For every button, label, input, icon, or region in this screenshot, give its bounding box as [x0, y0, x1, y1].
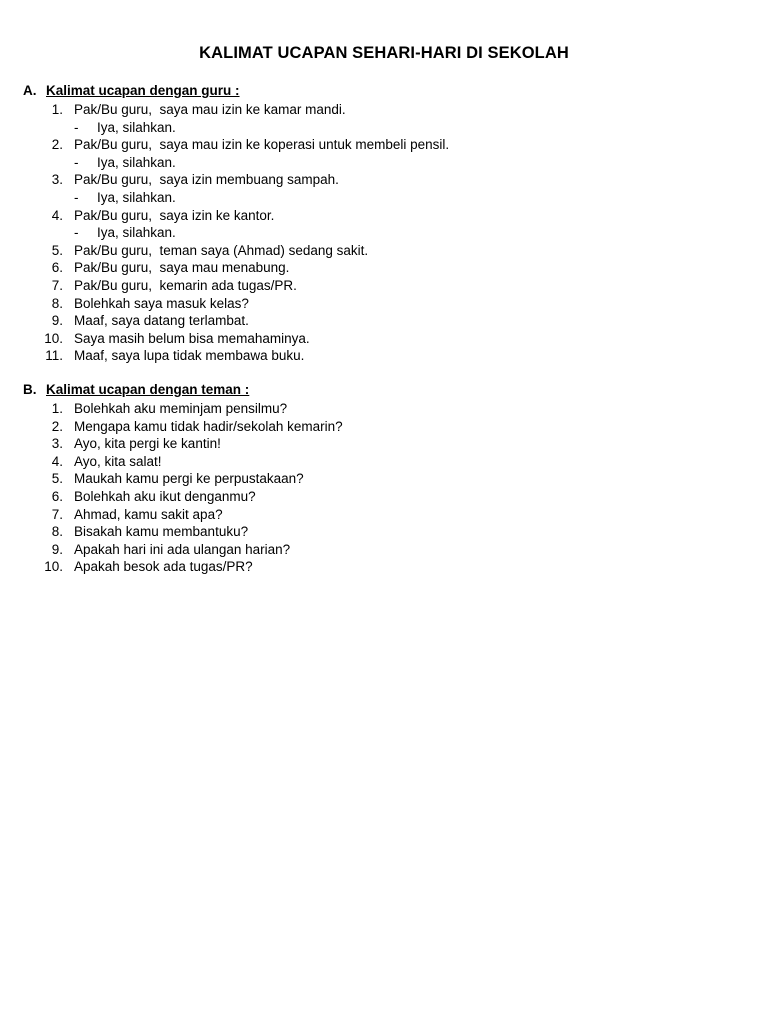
list-item [0, 312, 768, 330]
item-text: Ahmad, kamu sakit apa? [74, 506, 223, 522]
item-text: Pak/Bu guru, saya mau izin ke kamar mandi. [74, 102, 346, 117]
item-text: Mengapa kamu tidak hadir/sekolah kemarin? [74, 418, 343, 434]
list-item [0, 347, 768, 365]
item-text: Maukah kamu pergi ke perpustakaan? [74, 471, 304, 487]
item-text: Pak/Bu guru, saya mau menabung. [74, 260, 290, 276]
item-number: 9. [51, 313, 63, 329]
item-text: Bolehkah aku ikut denganmu? [74, 488, 256, 504]
item-text: Bisakah kamu membantuku? [74, 524, 249, 540]
list-item [0, 418, 768, 436]
item-number: 7. [51, 277, 63, 293]
response-dash: - [74, 189, 79, 205]
section-guru [0, 83, 768, 365]
item-number: 10. [44, 559, 63, 575]
response-line [0, 154, 768, 172]
item-text: Pak/Bu guru, saya izin membuang sampah. [74, 172, 339, 188]
item-number: 2. [51, 418, 63, 434]
list-item [0, 259, 768, 277]
response-line [0, 119, 768, 137]
item-number: 8. [51, 295, 63, 311]
item-text: Maaf, saya lupa tidak membawa buku. [74, 348, 305, 364]
item-text: Apakah besok ada tugas/PR? [74, 559, 253, 575]
item-list [0, 400, 768, 576]
item-number: 4. [51, 207, 63, 223]
item-number: 5. [51, 471, 63, 487]
section-heading-text: Kalimat ucapan dengan teman : [46, 382, 250, 397]
item-text: Ayo, kita pergi ke kantin! [74, 436, 221, 452]
list-item [0, 558, 768, 576]
list-item [0, 171, 768, 189]
item-text: Pak/Bu guru, teman saya (Ahmad) sedang sakit. [74, 242, 369, 258]
response-text: Iya, silahkan. [97, 189, 176, 205]
section-letter: A. [23, 83, 37, 98]
list-item [0, 101, 768, 119]
list-item [0, 453, 768, 471]
list-item [0, 541, 768, 559]
item-number: 3. [51, 436, 63, 452]
list-item [0, 330, 768, 348]
list-item [0, 242, 768, 260]
response-dash: - [74, 119, 79, 135]
list-item [0, 470, 768, 488]
response-dash: - [74, 154, 79, 170]
item-number: 7. [51, 506, 63, 522]
response-line [0, 189, 768, 207]
item-text: Pak/Bu guru, saya izin ke kantor. [74, 207, 275, 223]
document-title: KALIMAT UCAPAN SEHARI-HARI DI SEKOLAH [199, 44, 569, 62]
list-item [0, 295, 768, 313]
list-item [0, 277, 768, 295]
item-number: 10. [44, 330, 63, 346]
item-number: 8. [51, 524, 63, 540]
item-text: Bolehkah aku meminjam pensilmu? [74, 401, 288, 416]
item-number: 6. [51, 260, 63, 276]
item-number: 5. [51, 242, 63, 258]
item-text: Saya masih belum bisa memahaminya. [74, 330, 310, 346]
item-text: Pak/Bu guru, saya mau izin ke koperasi untuk membeli pensil. [74, 137, 450, 153]
response-text: Iya, silahkan. [97, 225, 176, 241]
list-item [0, 523, 768, 541]
item-number: 3. [51, 172, 63, 188]
section-teman [0, 382, 768, 576]
section-letter: B. [23, 382, 37, 397]
section-heading-text: Kalimat ucapan dengan guru : [46, 83, 240, 98]
item-list [0, 101, 768, 365]
list-item [0, 207, 768, 225]
list-item [0, 506, 768, 524]
section-heading [0, 382, 768, 400]
response-line [0, 224, 768, 242]
item-number: 1. [51, 102, 63, 117]
item-number: 11. [45, 348, 63, 364]
item-number: 2. [51, 137, 63, 153]
item-text: Apakah hari ini ada ulangan harian? [74, 541, 291, 557]
item-number: 9. [51, 541, 63, 557]
list-item [0, 488, 768, 506]
item-number: 4. [51, 453, 63, 469]
response-dash: - [74, 225, 79, 241]
item-number: 1. [51, 401, 63, 416]
section-heading [0, 83, 768, 101]
response-text: Iya, silahkan. [97, 119, 176, 135]
item-text: Ayo, kita salat! [74, 453, 162, 469]
list-item [0, 136, 768, 154]
item-number: 6. [51, 488, 63, 504]
response-text: Iya, silahkan. [97, 154, 176, 170]
list-item [0, 435, 768, 453]
item-text: Pak/Bu guru, kemarin ada tugas/PR. [74, 277, 297, 293]
list-item [0, 400, 768, 418]
item-text: Bolehkah saya masuk kelas? [74, 295, 249, 311]
item-text: Maaf, saya datang terlambat. [74, 313, 249, 329]
